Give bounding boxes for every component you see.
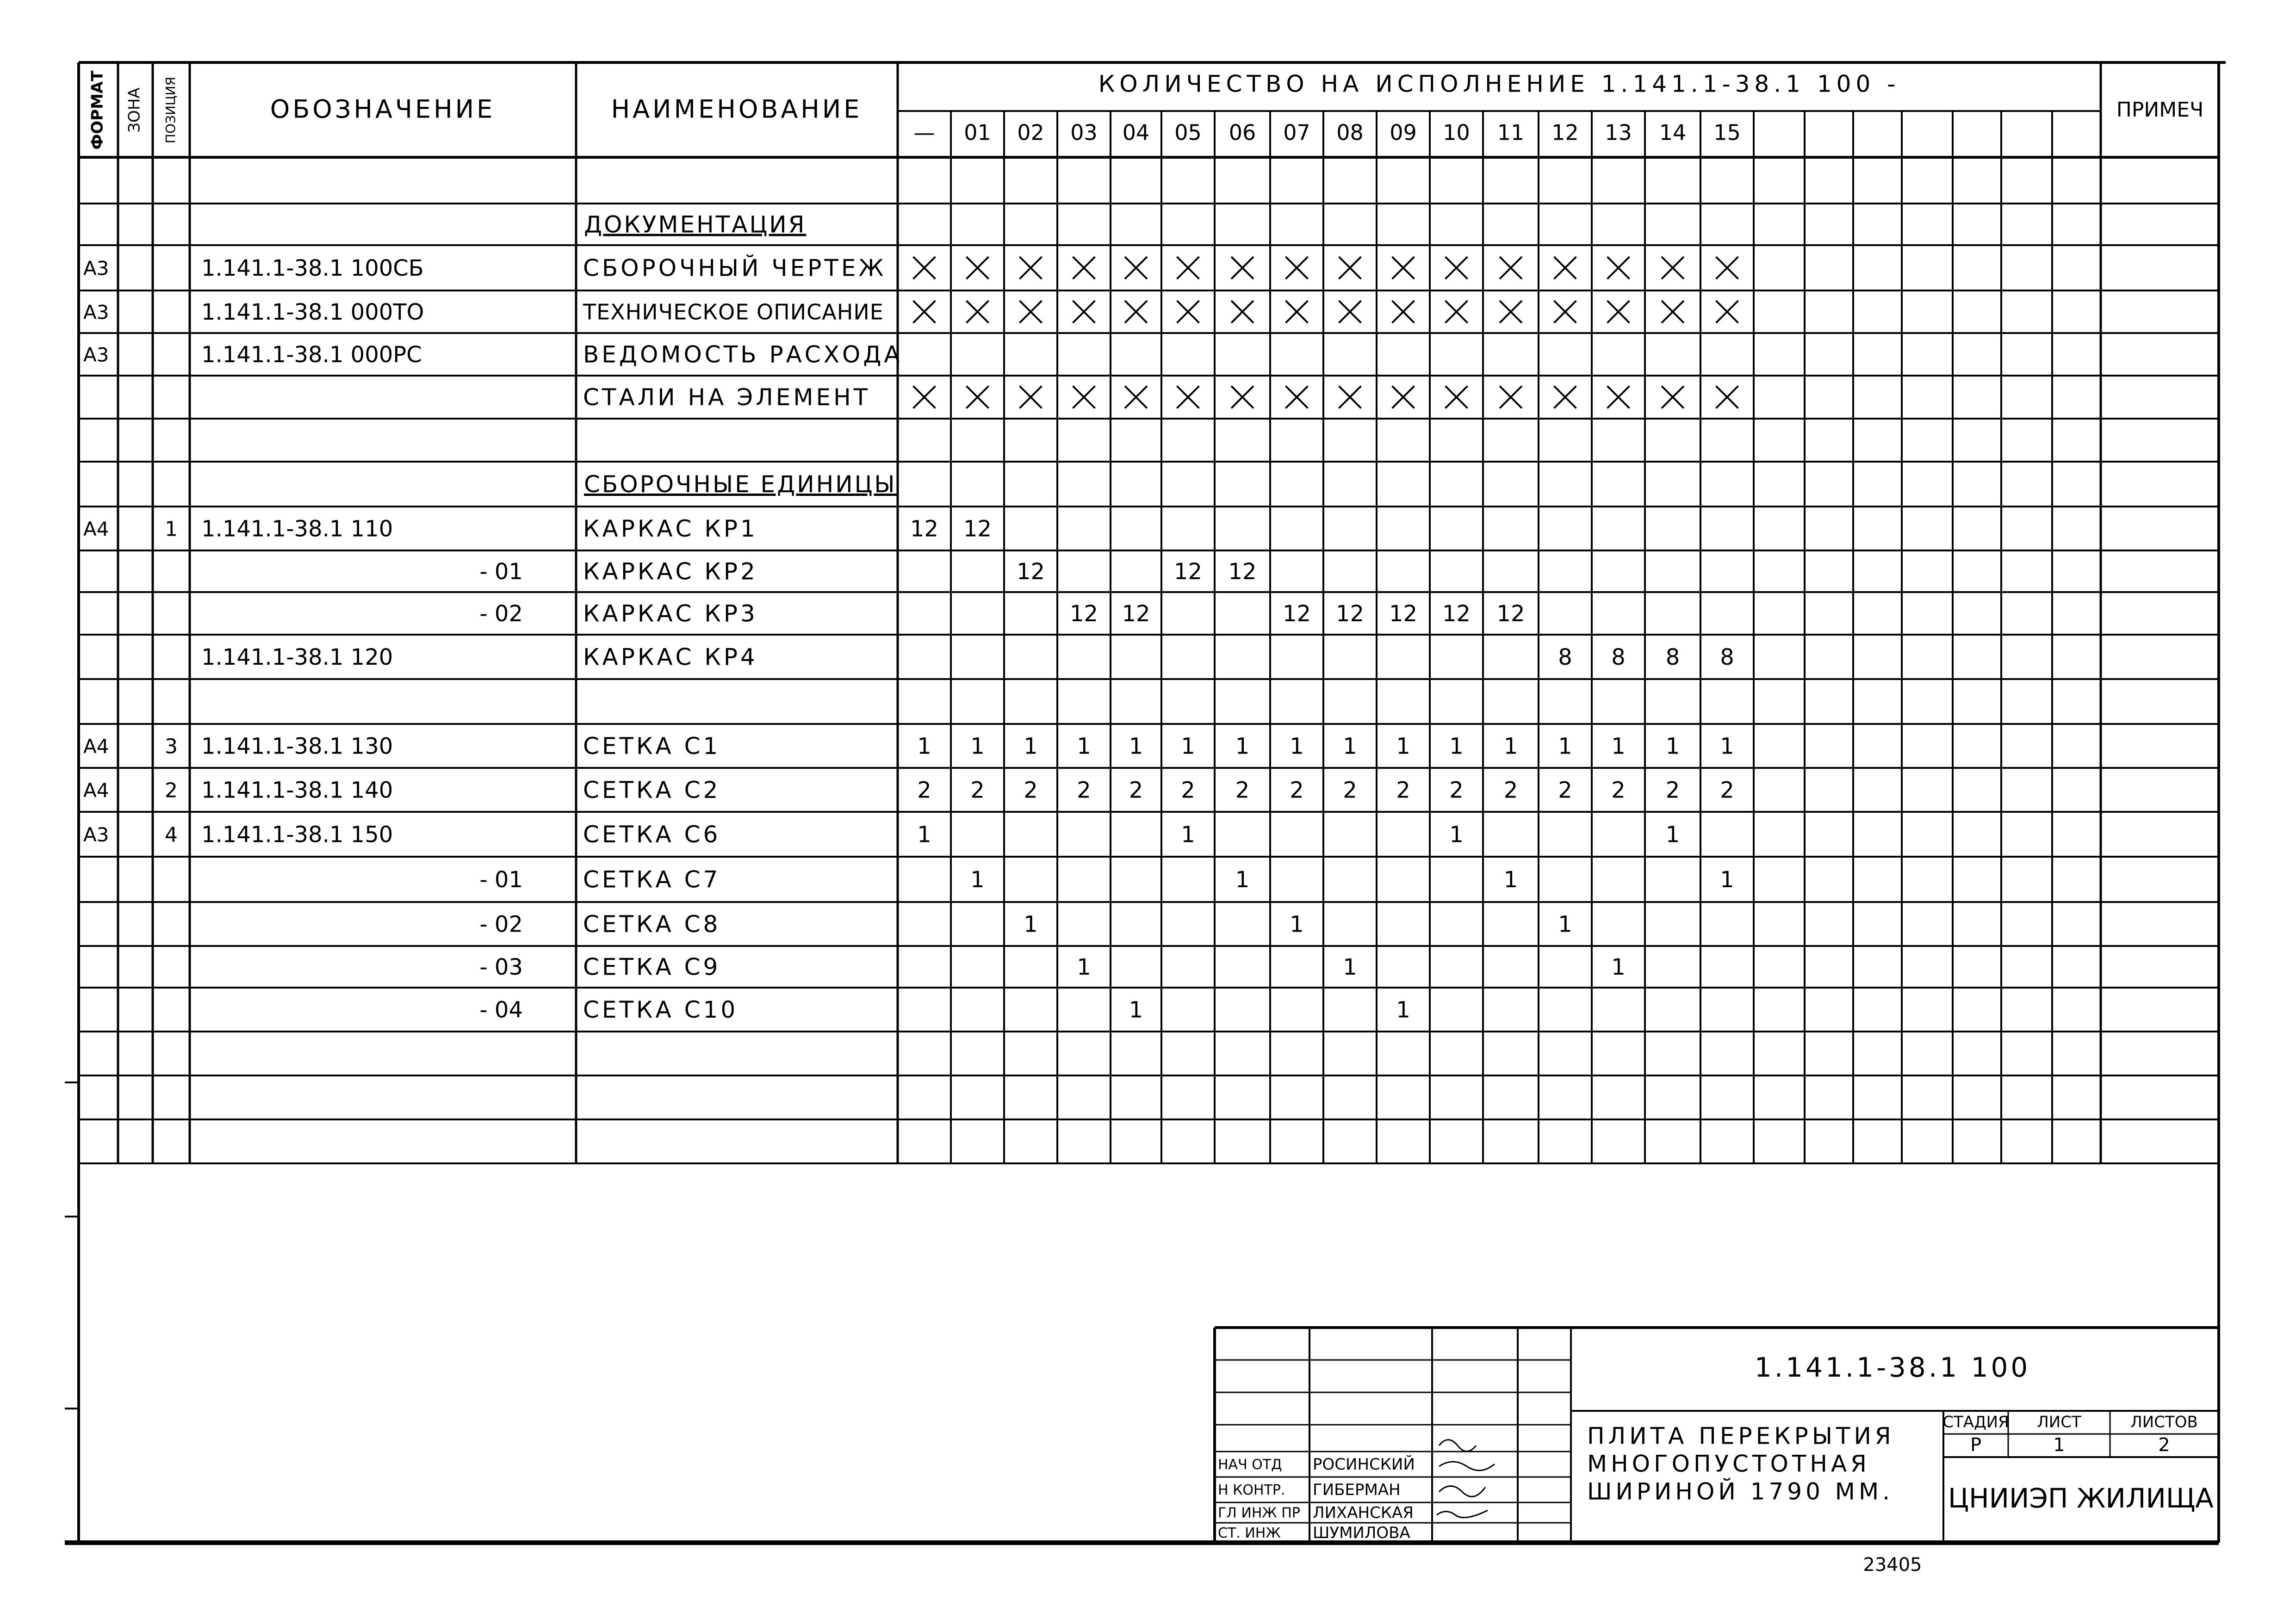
quantity-cell: 12 xyxy=(1173,559,1203,585)
variant-label: 06 xyxy=(1229,120,1256,145)
sheet-value: 1 xyxy=(2053,1434,2065,1456)
quantity-cell: 1 xyxy=(1449,733,1464,760)
quantity-cell: 1 xyxy=(1720,733,1734,760)
cross-mark xyxy=(1125,386,1147,408)
cross-mark xyxy=(1446,301,1468,323)
cross-mark xyxy=(1231,386,1253,408)
item-name: СТАЛИ НА ЭЛЕМЕНТ xyxy=(583,384,871,411)
footer-mark: 23405 xyxy=(1863,1554,1922,1576)
section-heading: СБОРОЧНЫЕ ЕДИНИЦЫ xyxy=(584,471,897,498)
quantity-cell: 1 xyxy=(1665,822,1680,848)
position-cell: 2 xyxy=(165,779,178,803)
quantity-cell: 12 xyxy=(1016,559,1045,585)
quantity-cell: 8 xyxy=(1720,644,1734,670)
quantity-cell: 2 xyxy=(1720,777,1734,803)
variant-label: 15 xyxy=(1713,120,1741,145)
signer-name: ГИБЕРМАН xyxy=(1313,1481,1401,1499)
item-name: СБОРОЧНЫЙ ЧЕРТЕЖ xyxy=(583,254,887,282)
cross-mark xyxy=(1125,301,1147,323)
item-name: КАРКАС КР1 xyxy=(583,515,758,542)
quantity-cell: 1 xyxy=(1024,911,1038,938)
quantity-cell: 2 xyxy=(1235,777,1250,803)
cross-mark xyxy=(1286,301,1308,323)
quantity-cell: 1 xyxy=(1290,733,1304,760)
cross-mark xyxy=(1286,386,1308,408)
designation-cell: 1.141.1-38.1 130 xyxy=(201,733,393,760)
quantity-cell: 1 xyxy=(1129,733,1143,760)
quantity-cell: 1 xyxy=(1129,997,1143,1023)
designation-cell: 1.141.1-38.1 120 xyxy=(201,644,393,670)
quantity-cell: 1 xyxy=(1077,733,1091,760)
quantity-cell: 2 xyxy=(1077,777,1091,803)
cross-mark xyxy=(1177,301,1199,323)
variant-label: 08 xyxy=(1336,120,1364,145)
designation-cell: 1.141.1-38.1 110 xyxy=(201,516,393,542)
quantity-cell: 1 xyxy=(1558,911,1572,938)
cross-mark xyxy=(1125,257,1147,279)
quantity-cell: 2 xyxy=(1503,777,1518,803)
quantity-cell: 1 xyxy=(1611,733,1626,760)
quantity-cell: 1 xyxy=(1343,733,1357,760)
item-name: КАРКАС КР4 xyxy=(583,643,758,671)
cross-mark xyxy=(1073,301,1095,323)
quantity-cell: 1 xyxy=(917,822,931,848)
designation-cell: - 02 xyxy=(479,911,523,938)
format-cell: А4 xyxy=(83,735,109,758)
cross-mark xyxy=(1073,257,1095,279)
position-cell: 3 xyxy=(165,735,178,759)
signer-role: СТ. ИНЖ xyxy=(1218,1525,1281,1541)
quantity-cell: 12 xyxy=(1069,601,1098,627)
organization: ЦНИИЭП ЖИЛИЩА xyxy=(1948,1483,2214,1514)
variant-label: 14 xyxy=(1659,120,1687,145)
cross-mark xyxy=(1607,386,1630,408)
quantity-cell: 12 xyxy=(1228,559,1257,585)
variant-label: 07 xyxy=(1283,120,1310,145)
doc-code: 1.141.1-38.1 100 xyxy=(1754,1352,2031,1384)
cross-mark xyxy=(1607,301,1630,323)
drawing-title-line: ПЛИТА ПЕРЕКРЫТИЯ xyxy=(1587,1422,1895,1450)
cross-mark xyxy=(1554,301,1576,323)
format-cell: А3 xyxy=(83,823,109,846)
variant-label: 01 xyxy=(964,120,991,145)
cross-mark xyxy=(1339,301,1361,323)
designation-cell: 1.141.1-38.1 000РС xyxy=(201,342,422,368)
quantity-cell: 12 xyxy=(1389,601,1418,627)
signer-role: Н КОНТР. xyxy=(1218,1482,1285,1498)
quantity-cell: 1 xyxy=(1449,822,1464,848)
quantity-cell: 12 xyxy=(1282,601,1311,627)
quantity-cell: 1 xyxy=(1024,733,1038,760)
signer-name: РОСИНСКИЙ xyxy=(1313,1455,1415,1474)
variant-label: — xyxy=(913,120,935,145)
signer-name: ЛИХАНСКАЯ xyxy=(1313,1503,1414,1522)
variant-label: 12 xyxy=(1551,120,1579,145)
quantity-cell: 1 xyxy=(1665,733,1680,760)
quantity-cell: 1 xyxy=(970,867,985,893)
sheets-value: 2 xyxy=(2158,1434,2170,1456)
variant-label: 03 xyxy=(1070,120,1098,145)
variant-label: 09 xyxy=(1390,120,1417,145)
item-name: КАРКАС КР3 xyxy=(583,600,758,627)
cross-mark xyxy=(1073,386,1095,408)
sheets-label: ЛИСТОВ xyxy=(2130,1413,2198,1432)
cross-mark xyxy=(1554,386,1576,408)
cross-mark xyxy=(1607,257,1630,279)
cross-mark xyxy=(1392,386,1415,408)
format-cell: А3 xyxy=(83,301,109,324)
quantity-cell: 1 xyxy=(1077,954,1091,980)
cross-mark xyxy=(1231,301,1253,323)
cross-mark xyxy=(1392,301,1415,323)
designation-cell: - 03 xyxy=(479,954,523,980)
item-name: СЕТКА С2 xyxy=(583,777,721,803)
quantity-cell: 2 xyxy=(1611,777,1626,803)
quantity-cell: 1 xyxy=(1558,733,1572,760)
designation-cell: - 01 xyxy=(479,867,523,893)
variant-label: 02 xyxy=(1017,120,1044,145)
variant-label: 10 xyxy=(1443,120,1470,145)
item-name: ВЕДОМОСТЬ РАСХОДА xyxy=(583,341,903,368)
cross-mark xyxy=(1339,257,1361,279)
drawing-title-line: МНОГОПУСТОТНАЯ xyxy=(1587,1450,1870,1477)
item-name: СЕТКА С6 xyxy=(583,821,721,848)
header-zone: ЗОНА xyxy=(125,87,144,133)
cross-mark xyxy=(1500,257,1522,279)
quantity-cell: 1 xyxy=(917,733,931,760)
format-cell: А4 xyxy=(83,779,109,802)
item-name: СЕТКА С7 xyxy=(583,866,721,893)
header-name: НАИМЕНОВАНИЕ xyxy=(611,94,863,124)
designation-cell: 1.141.1-38.1 100СБ xyxy=(201,255,424,281)
designation-cell: 1.141.1-38.1 150 xyxy=(201,822,393,848)
header-format: ФОРМАТ xyxy=(88,70,107,150)
cross-mark xyxy=(1177,386,1199,408)
stage-value: Р xyxy=(1970,1434,1982,1456)
cross-mark xyxy=(1554,257,1576,279)
quantity-cell: 1 xyxy=(1181,733,1195,760)
cross-mark xyxy=(1716,301,1738,323)
quantity-cell: 1 xyxy=(1396,733,1410,760)
cross-mark xyxy=(1662,386,1684,408)
quantity-cell: 2 xyxy=(1024,777,1038,803)
cross-mark xyxy=(913,301,936,323)
header-quantity: КОЛИЧЕСТВО НА ИСПОЛНЕНИЕ 1.141.1-38.1 100 - xyxy=(1098,70,1900,98)
format-cell: А3 xyxy=(83,257,109,280)
cross-mark xyxy=(967,257,989,279)
quantity-cell: 1 xyxy=(1235,867,1250,893)
cross-mark xyxy=(1339,386,1361,408)
cross-mark xyxy=(1020,386,1042,408)
quantity-cell: 1 xyxy=(1503,867,1518,893)
quantity-cell: 1 xyxy=(1720,867,1734,893)
signer-role: ГЛ ИНЖ ПР xyxy=(1218,1505,1300,1521)
variant-label: 04 xyxy=(1122,120,1150,145)
quantity-cell: 2 xyxy=(1290,777,1304,803)
item-name: СЕТКА С8 xyxy=(583,911,721,938)
variant-label: 05 xyxy=(1174,120,1202,145)
quantity-cell: 8 xyxy=(1665,644,1680,670)
cross-mark xyxy=(1716,257,1738,279)
cross-mark xyxy=(1177,257,1199,279)
drawing-title-line: ШИРИНОЙ 1790 ММ. xyxy=(1587,1478,1893,1505)
position-cell: 1 xyxy=(165,517,178,541)
cross-mark xyxy=(1446,257,1468,279)
quantity-cell: 2 xyxy=(970,777,985,803)
quantity-cell: 1 xyxy=(970,733,985,760)
stage-label: СТАДИЯ xyxy=(1942,1413,2009,1432)
quantity-cell: 1 xyxy=(1343,954,1357,980)
cross-mark xyxy=(1446,386,1468,408)
quantity-cell: 12 xyxy=(1335,601,1365,627)
quantity-cell: 12 xyxy=(1442,601,1471,627)
table-header xyxy=(88,70,2204,150)
cross-mark xyxy=(913,386,936,408)
cross-mark xyxy=(1662,301,1684,323)
item-name: СЕТКА С9 xyxy=(583,953,721,981)
quantity-cell: 1 xyxy=(1396,997,1410,1023)
cross-mark xyxy=(1231,257,1253,279)
cross-mark xyxy=(1020,301,1042,323)
designation-cell: - 01 xyxy=(479,559,523,585)
header-note: ПРИМЕЧ xyxy=(2116,98,2204,122)
format-cell: А3 xyxy=(83,343,109,366)
cross-mark xyxy=(967,386,989,408)
cross-mark xyxy=(1500,386,1522,408)
quantity-cell: 2 xyxy=(917,777,931,803)
designation-cell: 1.141.1-38.1 000ТО xyxy=(201,299,424,325)
item-name: КАРКАС КР2 xyxy=(583,558,758,585)
quantity-cell: 2 xyxy=(1343,777,1357,803)
quantity-cell: 2 xyxy=(1449,777,1464,803)
signer-role: НАЧ ОТД xyxy=(1218,1457,1282,1473)
section-heading: ДОКУМЕНТАЦИЯ xyxy=(584,211,807,238)
cross-mark xyxy=(913,257,936,279)
quantity-cell: 8 xyxy=(1611,644,1626,670)
designation-cell: - 04 xyxy=(479,997,523,1023)
signer-name: ШУМИЛОВА xyxy=(1313,1524,1410,1542)
quantity-cell: 1 xyxy=(1181,822,1195,848)
quantity-cell: 1 xyxy=(1235,733,1250,760)
cross-mark xyxy=(1716,386,1738,408)
header-designation: ОБОЗНАЧЕНИЕ xyxy=(270,94,496,124)
header-position: ПОЗИЦИЯ xyxy=(163,76,178,144)
quantity-cell: 12 xyxy=(1496,601,1525,627)
cross-mark xyxy=(1662,257,1684,279)
quantity-cell: 8 xyxy=(1558,644,1572,670)
quantity-cell: 2 xyxy=(1181,777,1195,803)
quantity-cell: 1 xyxy=(1290,911,1304,938)
format-cell: А4 xyxy=(83,518,109,540)
quantity-cell: 2 xyxy=(1129,777,1143,803)
quantity-cell: 2 xyxy=(1396,777,1410,803)
cross-mark xyxy=(1392,257,1415,279)
variant-label: 11 xyxy=(1497,120,1525,145)
designation-cell: 1.141.1-38.1 140 xyxy=(201,777,393,803)
cross-mark xyxy=(1020,257,1042,279)
quantity-cell: 12 xyxy=(963,516,992,542)
position-cell: 4 xyxy=(165,823,178,847)
cross-mark xyxy=(967,301,989,323)
cross-mark xyxy=(1500,301,1522,323)
designation-cell: - 02 xyxy=(479,601,523,627)
sheet-label: ЛИСТ xyxy=(2037,1413,2081,1432)
quantity-cell: 1 xyxy=(1611,954,1626,980)
quantity-cell: 2 xyxy=(1558,777,1572,803)
item-name: ТЕХНИЧЕСКОЕ ОПИСАНИЕ xyxy=(583,299,884,325)
item-name: СЕТКА С10 xyxy=(583,996,738,1023)
quantity-cell: 12 xyxy=(1122,601,1150,627)
variant-label: 13 xyxy=(1605,120,1632,145)
quantity-cell: 12 xyxy=(910,516,939,542)
quantity-cell: 2 xyxy=(1665,777,1680,803)
item-name: СЕТКА С1 xyxy=(583,733,721,760)
cross-mark xyxy=(1286,257,1308,279)
quantity-cell: 1 xyxy=(1503,733,1518,760)
